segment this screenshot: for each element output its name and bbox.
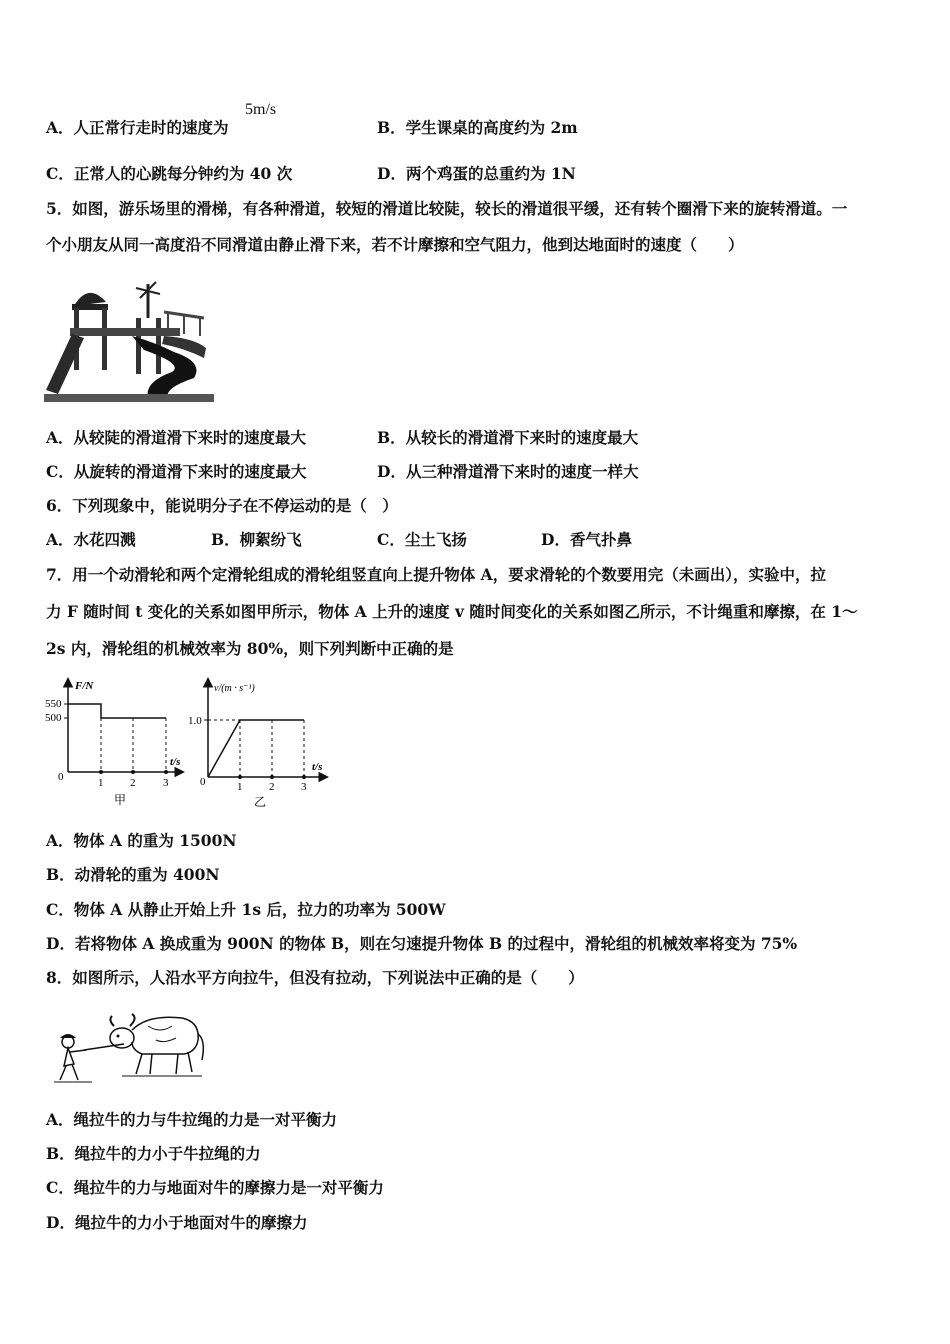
graph-jia-force-line xyxy=(68,704,166,718)
q6-option-b: B．柳絮纷飞 xyxy=(211,530,302,549)
q6-option-c: C．尘土飞扬 xyxy=(377,530,467,549)
graph-jia-caption: 甲 xyxy=(114,793,127,807)
q5-stem-line2: 个小朋友从同一高度沿不同滑道由静止滑下来，若不计摩擦和空气阻力，他到达地面时的速度（ ） xyxy=(46,235,744,254)
graph-yi-xtick-1: 1 xyxy=(237,781,243,793)
graph-jia-xlabel: t/s xyxy=(170,756,181,768)
graph-yi-ylabel: v/(m · s⁻¹) xyxy=(214,683,255,694)
q7-stem-line3: 2s 内，滑轮组的机械效率为 80%，则下列判断中正确的是 xyxy=(46,639,454,658)
q6-stem: 6．下列现象中，能说明分子在不停运动的是（ ） xyxy=(46,496,398,515)
q8-option-d: D．绳拉牛的力小于地面对牛的摩擦力 xyxy=(46,1213,308,1232)
q8-option-b: B．绳拉牛的力小于牛拉绳的力 xyxy=(46,1144,261,1163)
graph-yi xyxy=(188,676,338,808)
q5-option-a: A．从较陡的滑道滑下来时的速度最大 xyxy=(46,428,307,447)
graph-jia-xtick-2: 2 xyxy=(130,777,136,789)
graph-yi-velocity-line xyxy=(208,720,304,777)
graph-yi-ytick-1: 1.0 xyxy=(188,715,202,727)
graph-yi-origin: 0 xyxy=(200,776,206,788)
q8-stem: 8．如图所示，人沿水平方向拉牛，但没有拉动，下列说法中正确的是（ ） xyxy=(46,968,584,987)
q5-option-d: D．从三种滑道滑下来时的速度一样大 xyxy=(377,462,639,481)
graph-yi-xtick-3: 3 xyxy=(301,781,307,793)
graph-jia xyxy=(42,676,192,808)
q7-stem-line1: 7．用一个动滑轮和两个定滑轮组成的滑轮组竖直向上提升物体 A，要求滑轮的个数要用完（未画出），实验中，拉 xyxy=(46,565,826,584)
q7-stem-line2: 力 F 随时间 t 变化的关系如图甲所示，物体 A 上升的速度 v 随时间变化的关系如图乙所示，不计绳重和摩擦，在 1～ xyxy=(46,602,858,621)
graph-yi-caption: 乙 xyxy=(254,795,267,808)
graph-jia-xtick-1: 1 xyxy=(98,777,104,789)
q4-option-a: A．人正常行走时的速度为 xyxy=(46,118,229,137)
q8-option-c: C．绳拉牛的力与地面对牛的摩擦力是一对平衡力 xyxy=(46,1178,384,1197)
q8-option-a: A．绳拉牛的力与牛拉绳的力是一对平衡力 xyxy=(46,1110,338,1129)
q4-option-b: B．学生课桌的高度约为 2m xyxy=(377,118,578,137)
q4-option-a-value: 5m/s xyxy=(245,101,277,118)
q7-option-c: C．物体 A 从静止开始上升 1s 后，拉力的功率为 500W xyxy=(46,900,446,919)
q6-option-d: D．香气扑鼻 xyxy=(541,530,632,549)
q4-option-d: D．两个鸡蛋的总重约为 1N xyxy=(377,164,576,183)
graph-yi-xlabel: t/s xyxy=(312,761,323,773)
graph-jia-ytick-500: 500 xyxy=(45,712,62,724)
person-pulling-cow-figure xyxy=(52,1004,212,1090)
graph-jia-xtick-3: 3 xyxy=(163,777,169,789)
graph-jia-ylabel: F/N xyxy=(75,680,94,692)
playground-slide-figure xyxy=(44,278,214,402)
q5-option-b: B．从较长的滑道滑下来时的速度最大 xyxy=(377,428,639,447)
q4-option-c: C．正常人的心跳每分钟约为 40 次 xyxy=(46,164,293,183)
q7-option-d: D．若将物体 A 换成重为 900N 的物体 B，则在匀速提升物体 B 的过程中，滑轮组的机械效率将变为 75% xyxy=(46,934,798,953)
q7-option-b: B．动滑轮的重为 400N xyxy=(46,865,220,884)
q7-option-a: A．物体 A 的重为 1500N xyxy=(46,831,237,850)
q6-option-a: A．水花四溅 xyxy=(46,530,136,549)
graph-yi-xtick-2: 2 xyxy=(269,781,275,793)
q5-stem-line1: 5．如图，游乐场里的滑梯，有各种滑道，较短的滑道比较陡，较长的滑道很平缓，还有转个圈滑下来的旋转滑道。一 xyxy=(46,199,848,218)
graph-jia-ytick-550: 550 xyxy=(45,698,62,710)
graph-jia-origin: 0 xyxy=(58,771,64,783)
q5-option-c: C．从旋转的滑道滑下来时的速度最大 xyxy=(46,462,307,481)
